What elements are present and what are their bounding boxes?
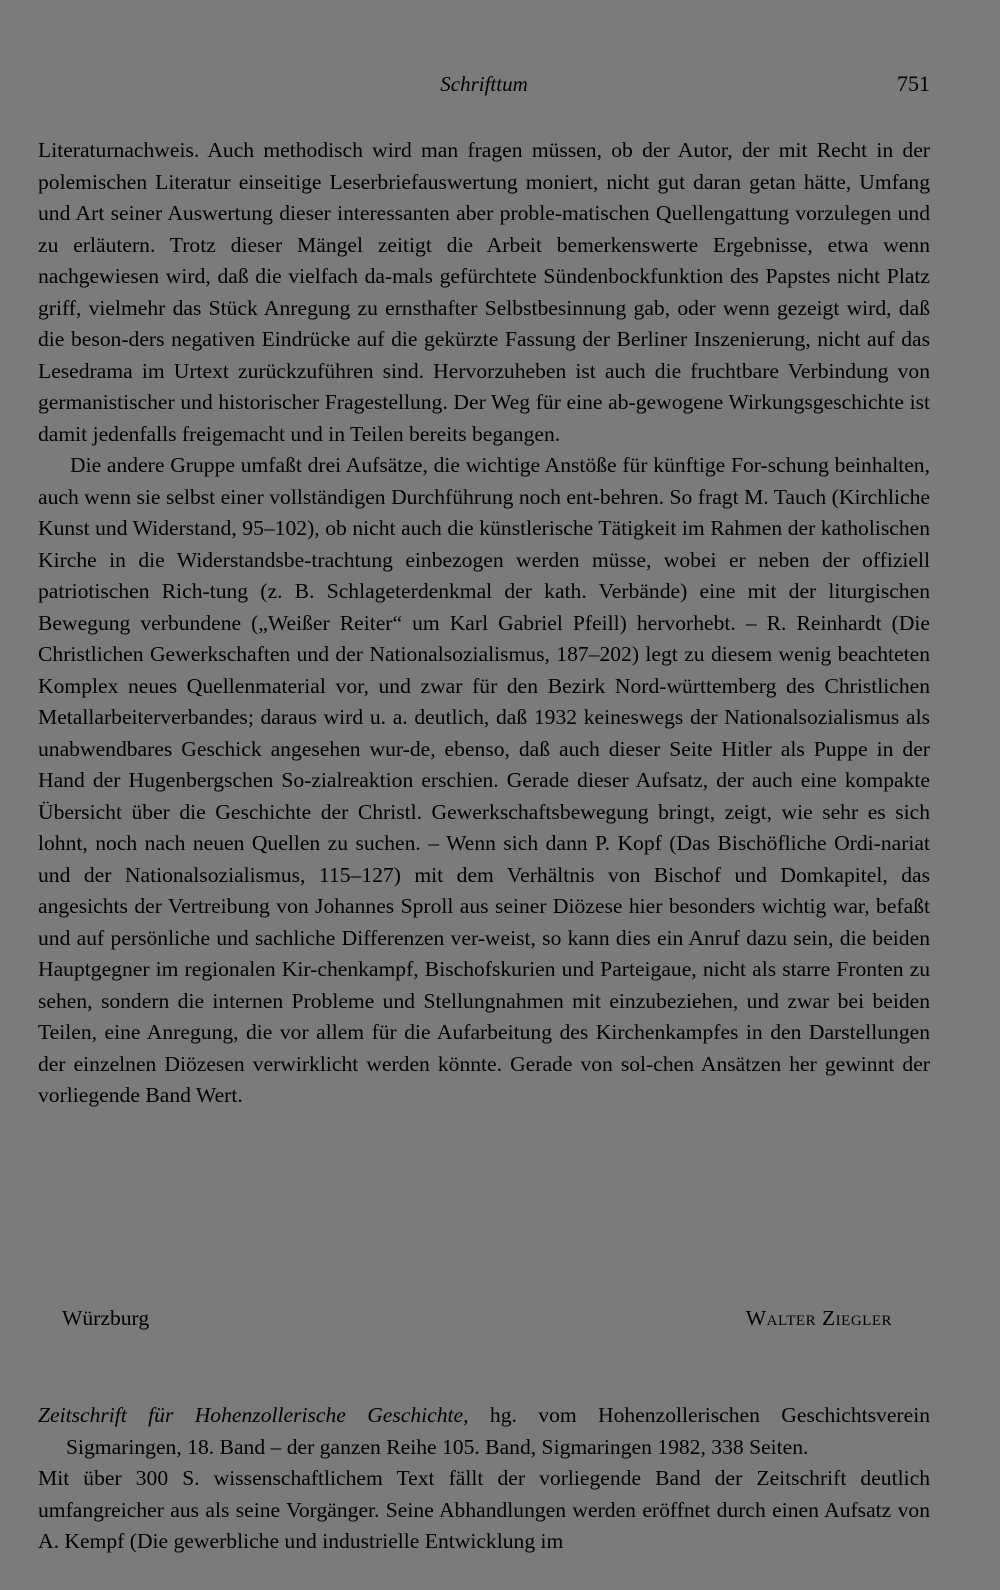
bibliographic-entry: [38, 1400, 930, 1463]
paragraph-2: Die andere Gruppe umfaßt drei Aufsätze, die wichtige Anstöße für künftige For-schung beinhalten, auch wenn sie selbst einer vollständigen Durchführung noch ent-behren. So fragt M. Tauch (Kirchliche Kunst und Widerstand, 95–102), ob nicht auch die künstlerische Tätigkeit im Rahmen der katholischen Kirche in die Widerstandsbe-trachtung einbezogen werden müsse, wobei er neben der offiziell patriotischen Rich-tung (z. B. Schlageterdenkmal der kath. Verbände) eine mit der liturgischen Bewegung verbundene („Weißer Reiter“ um Karl Gabriel Pfeill) hervorhebt. – R. Reinhardt (Die Christlichen Gewerkschaften und der Nationalsozialismus, 187–202) legt zu diesem wenig beachteten Komplex neues Quellenmaterial vor, und zwar für den Bezirk Nord-württemberg des Christlichen Metallarbeiterverbandes; daraus wird u. a. deutlich, daß 1932 keineswegs der Nationalsozialismus als unabwendbares Geschick angesehen wur-de, ebenso, daß auch dieser Seite Hitler als Puppe in der Hand der Hugenbergschen So-zialreaktion erschien. Gerade dieser Aufsatz, der auch eine kompakte Übersicht über die Geschichte der Christl. Gewerkschaftsbewegung bringt, zeigt, wie sehr es sich lohnt, noch nach neuen Quellen zu suchen. – Wenn sich dann P. Kopf (Das Bischöfliche Ordi-nariat und der Nationalsozialismus, 115–127) mit dem Verhältnis von Bischof und Domkapitel, das angesichts der Vertreibung von Johannes Sproll aus seiner Diözese hier besonders wichtig war, befaßt und auf persönliche und sachliche Differenzen ver-weist, so kann dies ein Anruf dazu sein, die beiden Hauptgegner im regionalen Kir-chenkampf, Bischofskurien und Parteigaue, nicht als starre Fronten zu sehen, sondern die internen Probleme und Stellungnahmen mit einzubeziehen, und zwar bei beiden Teilen, eine Anregung, die vor allem für die Aufarbeitung des Kirchenkampfes in den Darstellungen der einzelnen Diözesen verwirklicht werden könnte. Gerade von sol-chen Ansätzen her gewinnt der vorliegende Band Wert.: [38, 453, 930, 1107]
paragraph-1: Literaturnachweis. Auch methodisch wird man fragen müssen, ob der Autor, der mit Recht in der polemischen Literatur einseitige Leserbriefauswertung moniert, nicht gut daran getan hätte, Umfang und Art seiner Auswertung dieser interessanten aber proble-matischen Quellengattung vorzulegen und zu erläutern. Trotz dieser Mängel zeitigt die Arbeit bemerkenswerte Ergebnisse, etwa wenn nachgewiesen wird, daß die vielfach da-mals gefürchtete Sündenbockfunktion des Papstes nicht Platz griff, vielmehr das Stück Anregung zu ernsthafter Selbstbesinnung gab, oder wenn gezeigt wird, daß die beson-ders negativen Eindrücke auf die gekürzte Fassung der Berliner Inszenierung, nicht auf das Lesedrama im Urtext zurückzuführen sind. Hervorzuheben ist auch die fruchtbare Verbindung von germanistischer und historischer Fragestellung. Der Weg für eine ab-gewogene Wirkungsgeschichte ist damit jedenfalls freigemacht und in Teilen bereits begangen.: [38, 138, 930, 446]
signature-author: Walter Ziegler: [745, 1306, 892, 1330]
review-body: [38, 135, 930, 1112]
next-review: [38, 1400, 930, 1558]
page-number: 751: [897, 71, 930, 96]
journal-title: Zeitschrift für Hohenzollerische Geschichte,: [38, 1403, 469, 1427]
citation-details: hg. vom Hohenzollerischen Geschichtsverein Sigmaringen, 18. Band – der ganzen Reihe 105. Band, Sigmaringen 1982, 338 Seiten.: [66, 1403, 930, 1459]
review-text: Mit über 300 S. wissenschaftlichem Text fällt der vorliegende Band der Zeitschrift deutlich umfangreicher aus als seine Vorgänger. Seine Abhandlungen werden eröffnet durch einen Aufsatz von A. Kempf (Die gewerbliche und industrielle Entwicklung im: [38, 1466, 930, 1553]
signature-place: Würzburg: [62, 1306, 150, 1330]
page-header: [38, 68, 930, 100]
running-title: Schrifttum: [440, 72, 528, 96]
